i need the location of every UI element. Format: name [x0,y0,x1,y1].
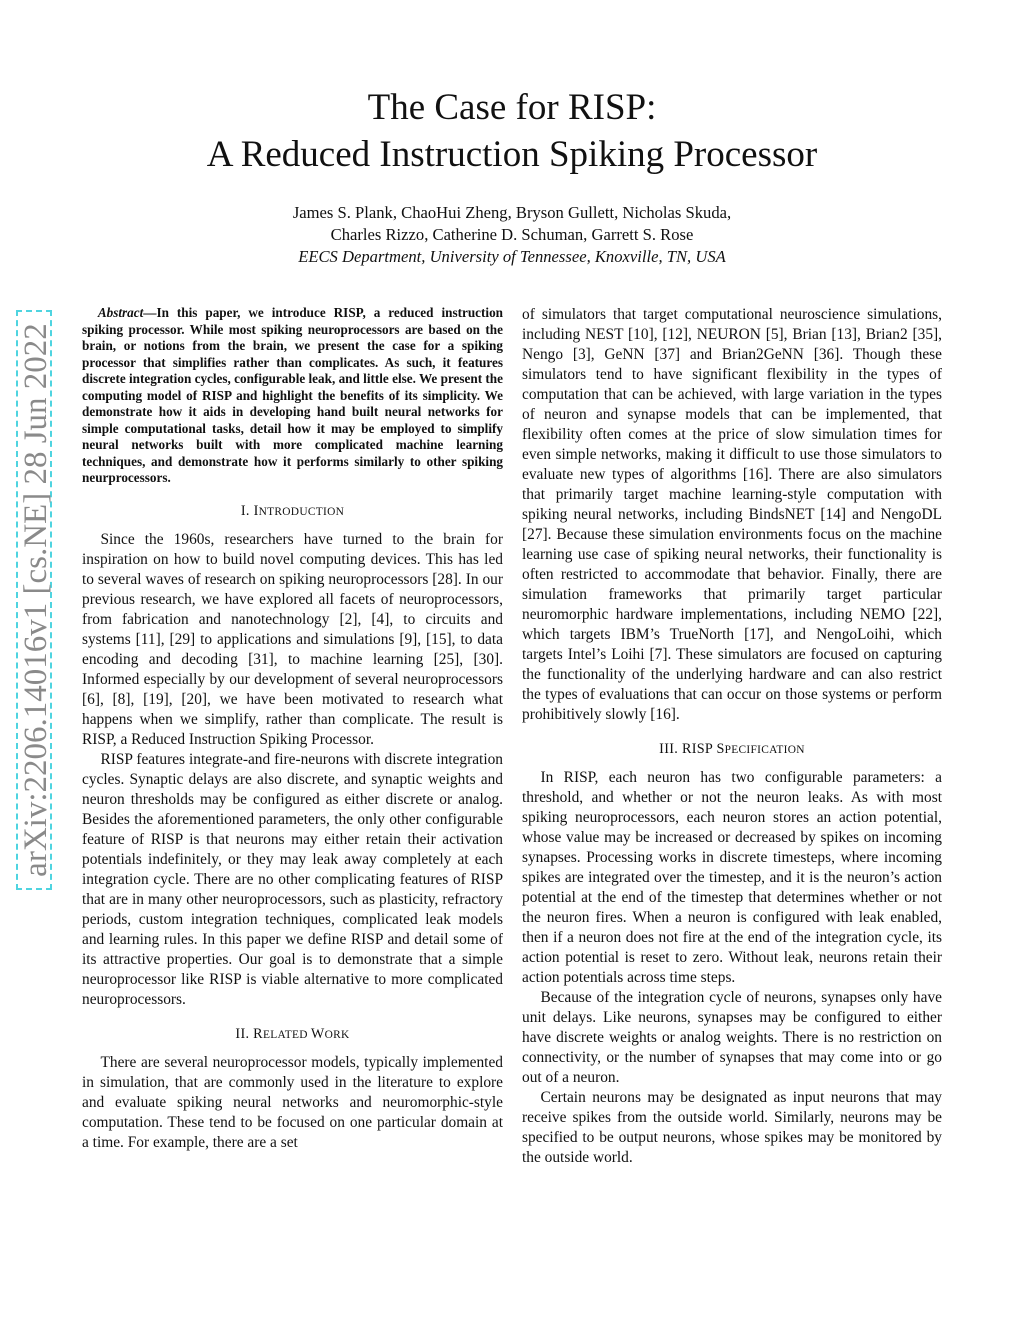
arxiv-identifier: arXiv:2206.14016v1 [cs.NE] 28 Jun 2022 [16,310,52,890]
paper-title [0,84,1024,178]
section-heading-introduction: I. INTRODUCTION [240,502,345,519]
title-line-2: A Reduced Instruction Spiking Processor [206,134,818,175]
spec-paragraph-2: Because of the integration cycle of neurons, synapses only have unit delays. Like neurons, synapses may be configured to either have discrete weights or analog weights. There is no restriction on connectivity, or the number of synapses that may come into or go out of a neuron. [522,989,942,1086]
abstract-label: Abstract [97,305,144,320]
abstract-body: —In this paper, we introduce RISP, a reduced instruction spiking processor. While most spiking neuroprocessors are based on the brain, or notions from the brain, we present the case for a spiking processor that simplifies rather than complicates. As such, it features discrete integration cycles, configurable leak, and little else. We present the computing model of RISP and highlight the benefits of its simplicity. We demonstrate how it aids in developing hand built neural networks for simple computational tasks, detail how it may be employed to simplify neural networks built with more complicated machine learning techniques, and demonstrate how it performs similarly to other spiking neurprocessors. [82,305,503,485]
abstract [82,305,503,487]
spec-paragraph-1: In RISP, each neuron has two configurable parameters: a threshold, and whether or not the neuron leaks. As with most spiking neuroprocessors, each neuron stores an action potential, whose value may be increased or decreased by spikes on incoming synapses. Processing works in discrete timesteps, where incoming spikes are integrated over the timestep, and it is the neuron’s action potential at the end of the timestep that determines whether or not the neuron fires. When a neuron is configured with leak enabled, then if a neuron does not fire at the end of the integration cycle, its action potential is reset to zero. Without leak, neurons retain their action potentials across time steps. [522,769,942,986]
spec-paragraph-3: Certain neurons may be designated as input neurons that may receive spikes from the outside world. Similarly, neurons may be specified to be output neurons, whose spikes may be monitored by the outside world. [522,1089,942,1166]
affiliation: EECS Department, University of Tennessee, Knoxville, TN, USA [298,247,726,266]
intro-paragraph-2: RISP features integrate-and fire-neurons with discrete integration cycles. Synaptic delays are also discrete, and synaptic weights and neuron thresholds may be configured as either discrete or analog. Besides the aforementioned parameters, the only other configurable feature of RISP is that neurons may either retain their activation potentials indefinitely, or they may leak away completely at each integration cycle. There are no other complicating features of RISP that are in many other neuroprocessors, such as plasticity, refractory periods, custom integration techniques, complicated leak models and learning rules. In this paper we define RISP and detail some of its attractive properties. Our goal is to demonstrate that a simple neuroprocessor like RISP is viable alternative to more complicated neuroprocessors. [82,750,503,1008]
related-paragraph-1: There are several neuroprocessor models, typically implemented in simulation, that are commonly used in the literature to explore and evaluate spiking neural networks and neuromorphic-style computation. These tend to be focused on one particular domain at a time. For example, there are a set [82,1053,503,1151]
author-block [0,202,1024,268]
section-heading-risp-specification: III. RISP SPECIFICATION [659,741,805,757]
authors-line-2: Charles Rizzo, Catherine D. Schuman, Garrett S. Rose [330,225,694,244]
left-column [82,305,503,1153]
title-line-1: The Case for RISP: [367,87,657,128]
right-column [522,305,942,1168]
intro-paragraph-1: Since the 1960s, researchers have turned to the brain for inspiration on how to build novel computing devices. This has led to several waves of research on spiking neuroprocessors [28]. In our previous research, we have explored all facets of neuroprocessors, from fabrication and nanotechnology [2], [4], to circuits and systems [11], [29] to applications and simulations [9], [15], to data encoding and decoding [31], to machine learning [25], [30]. Informed especially by our development of several neuroprocessors [6], [8], [19], [20], we have been motivated to research what happens when we simplify, rather than complicate. The result is RISP, a Reduced Instruction Spiking Processor. [82,530,503,748]
section-heading-related-work: II. RELATED WORK [235,1025,350,1042]
authors-line-1: James S. Plank, ChaoHui Zheng, Bryson Gullett, Nicholas Skuda, [292,203,732,222]
related-paragraph-continued: of simulators that target computational neuroscience simulations, including NEST [10], [12], NEURON [5], Brian [13], Brian2 [35], Nengo [3], GeNN [37] and Brian2GeNN [36]. Though these simulators tend to have significant flexibility in the types of computation that can be achieved, with large variation in the types of neuron and synapse models that can be implemented, that flexibility often comes at the price of slow simulation times for even simple networks, making it difficult to use those simulators to evaluate new types of algorithms [16]. There are also simulators that primarily target machine learning-style computation with spiking neural networks, including BindsNET [14] and NengoDL [27]. Because these simulation environments focus on the machine learning use case of spiking neural networks, their functionality is often restricted to accommodate that behavior. Finally, there are simulation frameworks that primarily target particular neuromorphic hardware implementations, including NEMO [22], which targets IBM’s TrueNorth [17], and NengoLoihi, which targets Intel’s Loihi [7]. These simulators are focused on capturing the functionality of the underlying hardware and can also restrict the types of evaluations that can occur on those systems or perform prohibitively slowly [16]. [522,306,942,723]
